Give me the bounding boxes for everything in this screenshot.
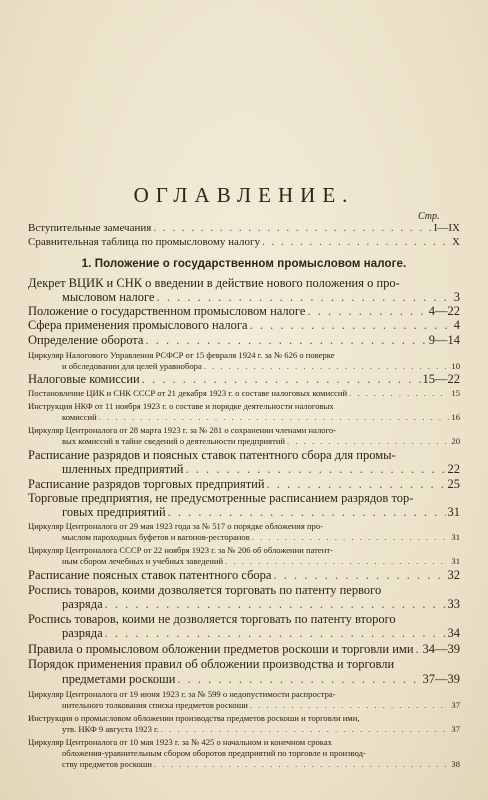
- toc-entry-page: 31: [451, 556, 460, 566]
- toc-entry-page: 25: [447, 477, 460, 491]
- leader-dots: [142, 372, 421, 387]
- toc-entry: [28, 597, 460, 612]
- toc-entry-page: 38: [451, 759, 460, 769]
- toc-entry-text: Налоговые комиссии: [28, 372, 140, 386]
- toc-entry-text: Расписание поясных ставок патентного сбора: [28, 568, 272, 582]
- toc-entry-text: ству предметов роскоши: [62, 759, 153, 769]
- toc-entry: [28, 361, 460, 371]
- toc-entry-line: Инструкция НКФ от 11 ноября 1923 г. о составе и порядке деятельности налоговых: [28, 401, 334, 411]
- toc-entry: [28, 372, 460, 387]
- toc-entry: [28, 642, 460, 657]
- leader-dots: [252, 532, 450, 542]
- toc-entry: [28, 556, 460, 566]
- toc-entry-line: Циркуляр Центроналога СССР от 22 ноября 1923 г. за № 206 об обложении патент-: [28, 545, 333, 555]
- toc-entry: [28, 290, 460, 305]
- toc-entry-page: X: [452, 236, 460, 248]
- toc-entry-text: Расписание разрядов торговых предприятий: [28, 477, 265, 491]
- toc-entry-page: 34: [447, 626, 460, 640]
- leader-dots: [105, 597, 446, 612]
- leader-dots: [262, 236, 450, 248]
- toc-entry-line: Циркуляр Центроналога от 28 марта 1923 г. за № 281 о сохранении членами налого-: [28, 425, 337, 435]
- leader-dots: [250, 318, 452, 333]
- toc-entry-line: Инструкция о промысловом обложении производства предметов роскоши и торговли ими,: [28, 713, 360, 723]
- toc-entry-page: 33: [447, 597, 460, 611]
- toc-entry-line: Декрет ВЦИК и СНК о введении в действие нового положения о про-: [28, 276, 400, 290]
- toc-entry-page: 4—22: [428, 304, 460, 318]
- toc-entry: [28, 724, 460, 734]
- leader-dots: [225, 556, 449, 566]
- toc-entry-page: 31: [447, 505, 460, 519]
- toc-entry-line: Циркуляр Центроналога от 19 июня 1923 г. за № 599 о недопустимости распростра-: [28, 689, 336, 699]
- toc-entry-text: Определение оборота: [28, 333, 144, 347]
- leader-dots: [273, 568, 445, 583]
- section-title: 1. Положение о государственном промысловом налоге.: [81, 258, 407, 270]
- leader-dots: [416, 642, 421, 657]
- toc-entry-text: разряда: [62, 597, 103, 611]
- leader-dots: [267, 477, 446, 492]
- toc-entry-page: 22: [447, 462, 460, 476]
- toc-entry-line: Циркуляр Налогового Управления РСФСР от 15 февраля 1924 г. за № 626 о поверке: [28, 350, 335, 360]
- toc-entry: [28, 222, 460, 234]
- toc-entry: [28, 318, 460, 333]
- toc-entry-text: комиссий: [62, 412, 97, 422]
- toc-entry: [28, 304, 460, 319]
- toc-entry-line: Циркуляр Центроналога от 10 мая 1923 г. за № 425 о начальном и конечном сроках: [28, 737, 332, 747]
- toc-entry-text: Правила о промысловом обложении предметов роскоши и торговли ими: [28, 642, 414, 656]
- page-title: ОГЛАВЛЕНИЕ.: [133, 183, 355, 207]
- toc-entry-page: 37—39: [422, 672, 460, 686]
- leader-dots: [105, 626, 446, 641]
- leader-dots: [99, 412, 450, 422]
- toc-entry-page: 37: [451, 724, 460, 734]
- toc-entry-text: утв. НКФ 9 августа 1923 г.: [62, 724, 159, 734]
- toc-entry-line: Роспись товаров, коими не дозволяется торговать по патенту второго: [28, 612, 396, 626]
- toc-entry-text: предметами роскоши: [62, 672, 176, 686]
- toc-entry-page: 34—39: [422, 642, 460, 656]
- toc-entry-page: 9—14: [428, 333, 460, 347]
- leader-dots: [185, 462, 445, 477]
- toc-entry: [28, 505, 460, 520]
- toc-entry: [28, 477, 460, 492]
- toc-entry-text: шленных предприятий: [62, 462, 184, 476]
- toc-entry-line: Роспись товаров, коими дозволяется торговать по патенту первого: [28, 583, 382, 597]
- toc-entry: [28, 236, 460, 248]
- toc-entry-text: и обследовании для целей уравнобора: [62, 361, 202, 371]
- toc-entry-line: обложения-уравнительным сбором оборотов предприятий по торговле и производ-: [62, 748, 366, 758]
- toc-entry-line: Торговые предприятия, не предусмотренные расписанием разрядов тор-: [28, 491, 414, 505]
- toc-entry: [28, 532, 460, 542]
- leader-dots: [204, 361, 450, 371]
- toc-entry-text: ным сбором лечебных и учебных заведений: [62, 556, 224, 566]
- toc-entry: [28, 700, 460, 710]
- toc-entry-line: Циркуляр Центроналога от 29 мая 1923 года за № 517 о порядке обложения про-: [28, 521, 324, 531]
- toc-entry-page: 3: [453, 290, 460, 304]
- leader-dots: [161, 724, 450, 734]
- toc-entry-text: Положение о государственном промысловом налоге: [28, 304, 306, 318]
- toc-entry-text: Вступительные замечания: [28, 222, 152, 234]
- toc-entry-line: Порядок применения правил об обложении производства и торговли: [28, 657, 395, 671]
- leader-dots: [177, 672, 420, 687]
- toc-entry-text: Сфера применения промыслового налога: [28, 318, 248, 332]
- toc-entry-page: 20: [451, 436, 460, 446]
- toc-entry-page: 10: [451, 361, 460, 371]
- toc-entry-text: Постановление ЦИК и СНК СССР от 21 декабря 1923 г. о составе налоговых комиссий: [28, 388, 348, 398]
- toc-entry-page: 16: [451, 412, 460, 422]
- toc-entry-text: разряда: [62, 626, 103, 640]
- toc-entry-text: нительного толкования списка предметов роскоши: [62, 700, 248, 710]
- toc-entry-line: Расписание разрядов и поясных ставок патентного сбора для промы-: [28, 448, 396, 462]
- toc-entry: [28, 568, 460, 583]
- toc-entry-page: 15—22: [422, 372, 460, 386]
- toc-entry-page: 37: [451, 700, 460, 710]
- toc-entry-text: вых комиссий в тайне сведений о деятельности предприятий: [62, 436, 286, 446]
- leader-dots: [145, 333, 426, 348]
- toc-entry: [28, 388, 460, 398]
- toc-entry-page: 31: [451, 532, 460, 542]
- toc-entry-text: говых предприятий: [62, 505, 166, 519]
- page-column-header: Стр.: [418, 211, 440, 222]
- toc-entry-text: мыслом пароходных буфетов и вагонов-ресторанов: [62, 532, 250, 542]
- toc-entry-page: 15: [451, 388, 460, 398]
- toc-entry: [28, 626, 460, 641]
- toc-entry-page: I—IX: [433, 222, 460, 234]
- toc-entry: [28, 672, 460, 687]
- leader-dots: [307, 304, 426, 319]
- toc-entry-text: Сравнительная таблица по промысловому налогу: [28, 236, 261, 248]
- leader-dots: [250, 700, 449, 710]
- leader-dots: [168, 505, 446, 520]
- toc-entry: [28, 333, 460, 348]
- leader-dots: [153, 222, 431, 234]
- toc-entry-page: 4: [453, 318, 460, 332]
- leader-dots: [157, 290, 452, 305]
- toc-entry: [28, 412, 460, 422]
- toc-entry-text: мысловом налоге: [62, 290, 155, 304]
- leader-dots: [154, 759, 449, 769]
- toc-entry: [28, 462, 460, 477]
- toc-entry: [28, 759, 460, 769]
- leader-dots: [349, 388, 449, 398]
- leader-dots: [287, 436, 449, 446]
- toc-entry-page: 32: [447, 568, 460, 582]
- toc-entry: [28, 436, 460, 446]
